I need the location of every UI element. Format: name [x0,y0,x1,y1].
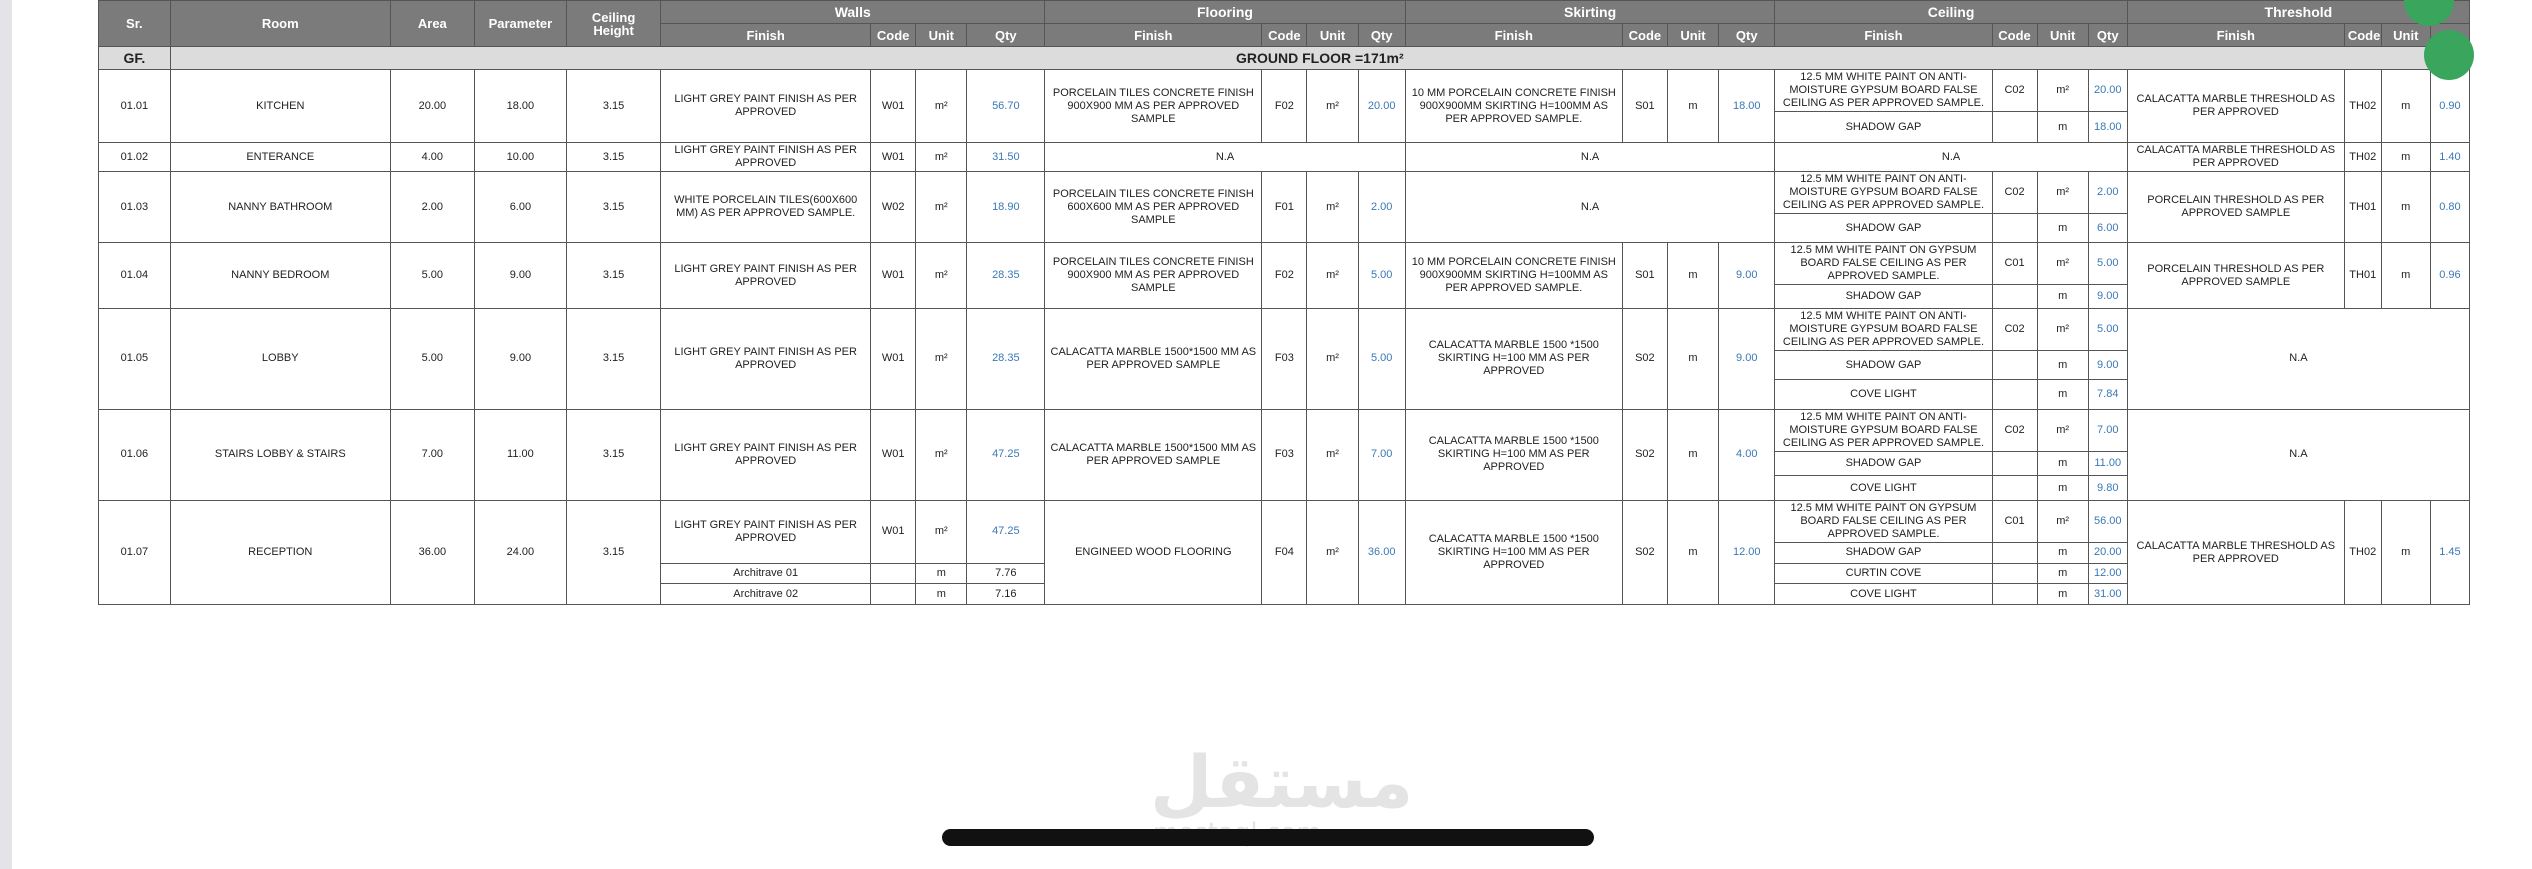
cell-walls-qty: 18.90 [967,172,1045,243]
header-ceiling-height: Ceiling Height [566,1,660,47]
cell-ceiling-finish: SHADOW GAP [1775,351,1992,380]
cell-threshold-unit: m [2381,70,2430,143]
header-threshold: Threshold [2127,1,2469,24]
cell-threshold-unit: m [2381,243,2430,309]
table-row [99,70,2470,112]
cell-area: 7.00 [390,409,474,500]
subheader-skirting-finish: Finish [1405,24,1622,47]
cell-ceiling-qty: 18.00 [2088,112,2127,143]
cell-walls-finish: LIGHT GREY PAINT FINISH AS PER APPROVED [661,70,871,143]
cell-ceiling-code: C02 [1992,70,2037,112]
cell-threshold-code: TH02 [2344,500,2381,604]
header-sr: Sr. [99,1,171,47]
cell-floor-code: F02 [1262,243,1307,309]
header-walls: Walls [661,1,1045,24]
cell-ceiling-qty: 20.00 [2088,70,2127,112]
cell-ceiling-code: C01 [1992,243,2037,285]
cell-ceiling-finish: 12.5 MM WHITE PAINT ON GYPSUM BOARD FALSE CEILING AS PER APPROVED SAMPLE. [1775,500,1992,542]
cell-ceiling-qty: 9.80 [2088,476,2127,501]
cell-floor-finish: PORCELAIN TILES CONCRETE FINISH 900X900 MM AS PER APPROVED SAMPLE [1045,70,1262,143]
cell-skirting-finish: 10 MM PORCELAIN CONCRETE FINISH 900X900MM SKIRTING H=100MM AS PER APPROVED SAMPLE. [1405,70,1622,143]
cell-ceiling-qty: 56.00 [2088,500,2127,542]
cell-threshold-code: TH02 [2344,70,2381,143]
left-edge-strip [0,0,12,869]
subheader-flooring-qty: Qty [1358,24,1405,47]
header-area: Area [390,1,474,47]
cell-walls-unit: m² [916,309,967,410]
cell-sr: 01.05 [99,309,171,410]
cell-threshold-unit: m [2381,143,2430,172]
cell-walls-finish: LIGHT GREY PAINT FINISH AS PER APPROVED [661,409,871,500]
cell-floor-unit: m² [1307,500,1358,604]
cell-skirting-finish: CALACATTA MARBLE 1500 *1500 SKIRTING H=100 MM AS PER APPROVED [1405,500,1622,604]
cell-walls-qty: 31.50 [967,143,1045,172]
cell-skirting-code: S02 [1622,500,1667,604]
cell-threshold-finish: CALACATTA MARBLE THRESHOLD AS PER APPROVED [2127,500,2344,604]
cell-room: KITCHEN [170,70,390,143]
cell-floor-finish: PORCELAIN TILES CONCRETE FINISH 900X900 MM AS PER APPROVED SAMPLE [1045,243,1262,309]
cell-ceiling-height: 3.15 [566,70,660,143]
cell-walls-unit: m² [916,409,967,500]
header-ceiling: Ceiling [1775,1,2127,24]
cell-ceiling-finish: 12.5 MM WHITE PAINT ON ANTI- MOISTURE GYPSUM BOARD FALSE CEILING AS PER APPROVED SAMPLE. [1775,70,1992,112]
cell-floor-unit: m² [1307,172,1358,243]
cell-ceiling-code [1992,351,2037,380]
cell-threshold-qty: 0.80 [2430,172,2469,243]
cell-threshold-finish: PORCELAIN THRESHOLD AS PER APPROVED SAMPLE [2127,172,2344,243]
cell-skirting-finish: CALACATTA MARBLE 1500 *1500 SKIRTING H=100 MM AS PER APPROVED [1405,409,1622,500]
cell-ceiling-code: C01 [1992,500,2037,542]
subheader-threshold-code: Code [2344,24,2381,47]
cell-ceiling-finish: 12.5 MM WHITE PAINT ON ANTI- MOISTURE GYPSUM BOARD FALSE CEILING AS PER APPROVED SAMPLE. [1775,309,1992,351]
cell-parameter: 11.00 [474,409,566,500]
cell-sr: 01.07 [99,500,171,604]
cell-walls-unit: m [916,563,967,584]
table-row [99,172,2470,214]
cell-ceiling-code: C02 [1992,309,2037,351]
cell-threshold-code: TH01 [2344,172,2381,243]
cell-walls-qty: 28.35 [967,243,1045,309]
cell-walls-code: W01 [871,143,916,172]
cell-ceiling-code [1992,451,2037,476]
subheader-threshold-finish: Finish [2127,24,2344,47]
cell-ceiling-height: 3.15 [566,500,660,604]
cell-walls-finish: LIGHT GREY PAINT FINISH AS PER APPROVED [661,309,871,410]
cell-threshold-na: N.A [2127,309,2469,410]
subheader-skirting-unit: Unit [1667,24,1718,47]
cell-ceiling-qty: 2.00 [2088,172,2127,214]
cell-skirting-code: S02 [1622,409,1667,500]
cell-ceiling-code [1992,380,2037,409]
cell-walls-unit: m² [916,243,967,309]
cell-parameter: 24.00 [474,500,566,604]
table-row [99,243,2470,285]
cell-threshold-finish: PORCELAIN THRESHOLD AS PER APPROVED SAMPLE [2127,243,2344,309]
cell-ceiling-unit: m² [2037,409,2088,451]
cell-threshold-code: TH02 [2344,143,2381,172]
cell-ceiling-unit: m [2037,112,2088,143]
cell-walls-finish: Architrave 01 [661,563,871,584]
cell-floor-code: F03 [1262,309,1307,410]
subheader-walls-qty: Qty [967,24,1045,47]
cell-skirting-unit: m [1667,309,1718,410]
cell-ceiling-finish: SHADOW GAP [1775,451,1992,476]
cell-ceiling-finish: CURTIN COVE [1775,563,1992,584]
cell-ceiling-finish: SHADOW GAP [1775,542,1992,563]
cell-room: RECEPTION [170,500,390,604]
cell-floor-unit: m² [1307,243,1358,309]
cell-ceiling-unit: m [2037,351,2088,380]
cell-walls-finish: LIGHT GREY PAINT FINISH AS PER APPROVED [661,243,871,309]
cell-ceiling-finish: COVE LIGHT [1775,476,1992,501]
cell-skirting-qty: 9.00 [1719,243,1775,309]
cell-sr: 01.01 [99,70,171,143]
cell-walls-code: W01 [871,243,916,309]
cell-walls-code: W01 [871,70,916,143]
cell-ceiling-unit: m² [2037,70,2088,112]
cell-floor-qty: 2.00 [1358,172,1405,243]
cell-ceiling-height: 3.15 [566,243,660,309]
table-row [99,500,2470,542]
cell-floor-qty: 20.00 [1358,70,1405,143]
cell-parameter: 9.00 [474,309,566,410]
cell-floor-qty: 36.00 [1358,500,1405,604]
cell-parameter: 10.00 [474,143,566,172]
subheader-skirting-code: Code [1622,24,1667,47]
cell-ceiling-qty: 9.00 [2088,285,2127,309]
cell-skirting-finish: 10 MM PORCELAIN CONCRETE FINISH 900X900MM SKIRTING H=100MM AS PER APPROVED SAMPLE. [1405,243,1622,309]
cell-parameter: 9.00 [474,243,566,309]
cell-threshold-qty: 1.40 [2430,143,2469,172]
header-skirting: Skirting [1405,1,1775,24]
cell-walls-unit: m² [916,143,967,172]
cell-skirting-unit: m [1667,243,1718,309]
cell-ceiling-finish: COVE LIGHT [1775,584,1992,605]
cell-walls-qty: 56.70 [967,70,1045,143]
cell-walls-code [871,563,916,584]
cell-floor-code: F01 [1262,172,1307,243]
cell-ceiling-unit: m [2037,380,2088,409]
cell-ceiling-qty: 7.84 [2088,380,2127,409]
cell-floor-code: F04 [1262,500,1307,604]
cell-ceiling-code [1992,584,2037,605]
cell-ceiling-unit: m [2037,476,2088,501]
floor-label: GROUND FLOOR =171m² [170,47,2469,70]
cell-skirting-qty: 12.00 [1719,500,1775,604]
cell-room: NANNY BEDROOM [170,243,390,309]
cell-floor-finish: PORCELAIN TILES CONCRETE FINISH 600X600 MM AS PER APPROVED SAMPLE [1045,172,1262,243]
cell-ceiling-unit: m² [2037,172,2088,214]
cell-walls-unit: m [916,584,967,605]
cell-ceiling-qty: 9.00 [2088,351,2127,380]
cell-skirting-qty: 4.00 [1719,409,1775,500]
cell-ceiling-height: 3.15 [566,309,660,410]
cell-room: STAIRS LOBBY & STAIRS [170,409,390,500]
cell-ceiling-finish: SHADOW GAP [1775,214,1992,243]
cell-room: NANNY BATHROOM [170,172,390,243]
cell-ceiling-finish: SHADOW GAP [1775,112,1992,143]
floor-code: GF. [99,47,171,70]
cell-threshold-finish: CALACATTA MARBLE THRESHOLD AS PER APPROVED [2127,143,2344,172]
cell-ceiling-unit: m [2037,451,2088,476]
cell-threshold-na: N.A [2127,409,2469,500]
cell-ceiling-qty: 5.00 [2088,243,2127,285]
table-row [99,143,2470,172]
table-row [99,309,2470,351]
cell-floor-code: F03 [1262,409,1307,500]
cell-ceiling-unit: m [2037,214,2088,243]
cell-ceiling-unit: m² [2037,500,2088,542]
cell-walls-unit: m² [916,500,967,563]
cell-area: 36.00 [390,500,474,604]
subheader-skirting-qty: Qty [1719,24,1775,47]
cell-sr: 01.06 [99,409,171,500]
cell-ceiling-unit: m [2037,542,2088,563]
cell-floor-qty: 5.00 [1358,309,1405,410]
subheader-flooring-code: Code [1262,24,1307,47]
cell-floor-unit: m² [1307,309,1358,410]
cell-walls-code: W01 [871,409,916,500]
subheader-threshold-unit: Unit [2381,24,2430,47]
cell-sr: 01.04 [99,243,171,309]
cell-ceiling-qty: 12.00 [2088,563,2127,584]
cell-area: 5.00 [390,309,474,410]
horizontal-scrollbar[interactable] [942,829,1594,846]
cell-ceiling-finish: 12.5 MM WHITE PAINT ON ANTI- MOISTURE GYPSUM BOARD FALSE CEILING AS PER APPROVED SAMPLE. [1775,172,1992,214]
cell-threshold-code: TH01 [2344,243,2381,309]
cell-skirting-unit: m [1667,70,1718,143]
cell-ceiling-qty: 6.00 [2088,214,2127,243]
cell-skirting-qty: 9.00 [1719,309,1775,410]
cell-ceiling-code [1992,563,2037,584]
subheader-walls-unit: Unit [916,24,967,47]
cell-floor-unit: m² [1307,70,1358,143]
cell-room: LOBBY [170,309,390,410]
cell-walls-qty: 47.25 [967,409,1045,500]
cell-skirting-code: S01 [1622,70,1667,143]
cell-threshold-finish: CALACATTA MARBLE THRESHOLD AS PER APPROVED [2127,70,2344,143]
cell-skirting-finish: CALACATTA MARBLE 1500 *1500 SKIRTING H=100 MM AS PER APPROVED [1405,309,1622,410]
cell-floor-na: N.A [1045,143,1405,172]
header-room: Room [170,1,390,47]
cell-ceiling-qty: 5.00 [2088,309,2127,351]
cell-skirting-unit: m [1667,409,1718,500]
subheader-ceiling-qty: Qty [2088,24,2127,47]
subheader-ceiling-finish: Finish [1775,24,1992,47]
cell-ceiling-qty: 11.00 [2088,451,2127,476]
cell-walls-finish: Architrave 02 [661,584,871,605]
cell-ceiling-finish: COVE LIGHT [1775,380,1992,409]
cell-ceiling-height: 3.15 [566,172,660,243]
cell-floor-finish: CALACATTA MARBLE 1500*1500 MM AS PER APPROVED SAMPLE [1045,409,1262,500]
cell-walls-finish: WHITE PORCELAIN TILES(600X600 MM) AS PER APPROVED SAMPLE. [661,172,871,243]
cell-skirting-qty: 18.00 [1719,70,1775,143]
cell-threshold-qty: 0.90 [2430,70,2469,143]
cell-area: 4.00 [390,143,474,172]
cell-ceiling-na: N.A [1775,143,2127,172]
cell-walls-code: W01 [871,309,916,410]
cell-floor-code: F02 [1262,70,1307,143]
cell-skirting-code: S02 [1622,309,1667,410]
cell-ceiling-code [1992,214,2037,243]
cell-area: 20.00 [390,70,474,143]
cell-skirting-unit: m [1667,500,1718,604]
cell-threshold-qty: 1.45 [2430,500,2469,604]
cell-floor-qty: 5.00 [1358,243,1405,309]
cell-ceiling-code: C02 [1992,172,2037,214]
cell-ceiling-unit: m [2037,285,2088,309]
cell-ceiling-code [1992,285,2037,309]
subheader-flooring-unit: Unit [1307,24,1358,47]
cell-skirting-na: N.A [1405,143,1775,172]
cell-floor-finish: CALACATTA MARBLE 1500*1500 MM AS PER APPROVED SAMPLE [1045,309,1262,410]
header-parameter: Parameter [474,1,566,47]
cell-ceiling-code [1992,542,2037,563]
cell-ceiling-qty: 20.00 [2088,542,2127,563]
green-circle-icon[interactable] [2424,30,2474,80]
cell-ceiling-unit: m [2037,584,2088,605]
cell-walls-qty: 28.35 [967,309,1045,410]
cell-ceiling-unit: m [2037,563,2088,584]
cell-ceiling-qty: 31.00 [2088,584,2127,605]
cell-walls-qty: 7.76 [967,563,1045,584]
cell-sr: 01.03 [99,172,171,243]
cell-ceiling-code: C02 [1992,409,2037,451]
cell-ceiling-code [1992,476,2037,501]
cell-skirting-na: N.A [1405,172,1775,243]
cell-threshold-unit: m [2381,500,2430,604]
cell-ceiling-finish: 12.5 MM WHITE PAINT ON GYPSUM BOARD FALSE CEILING AS PER APPROVED SAMPLE. [1775,243,1992,285]
cell-floor-qty: 7.00 [1358,409,1405,500]
cell-walls-qty: 47.25 [967,500,1045,563]
cell-ceiling-finish: 12.5 MM WHITE PAINT ON ANTI- MOISTURE GYPSUM BOARD FALSE CEILING AS PER APPROVED SAMPLE. [1775,409,1992,451]
cell-walls-code [871,584,916,605]
cell-ceiling-code [1992,112,2037,143]
cell-room: ENTERANCE [170,143,390,172]
subheader-walls-code: Code [871,24,916,47]
cell-ceiling-unit: m² [2037,309,2088,351]
table-row [99,409,2470,451]
cell-sr: 01.02 [99,143,171,172]
cell-floor-unit: m² [1307,409,1358,500]
watermark-arabic: مستقل [1150,740,1414,824]
header-flooring: Flooring [1045,1,1405,24]
cell-walls-unit: m² [916,70,967,143]
cell-ceiling-unit: m² [2037,243,2088,285]
cell-threshold-unit: m [2381,172,2430,243]
cell-walls-finish: LIGHT GREY PAINT FINISH AS PER APPROVED [661,500,871,563]
cell-ceiling-finish: SHADOW GAP [1775,285,1992,309]
cell-threshold-qty: 0.96 [2430,243,2469,309]
cell-ceiling-height: 3.15 [566,143,660,172]
cell-walls-unit: m² [916,172,967,243]
cell-walls-code: W01 [871,500,916,563]
cell-walls-code: W02 [871,172,916,243]
cell-ceiling-height: 3.15 [566,409,660,500]
cell-area: 2.00 [390,172,474,243]
cell-ceiling-qty: 7.00 [2088,409,2127,451]
cell-parameter: 18.00 [474,70,566,143]
finish-schedule-sheet [98,0,2470,605]
subheader-ceiling-code: Code [1992,24,2037,47]
cell-parameter: 6.00 [474,172,566,243]
subheader-walls-finish: Finish [661,24,871,47]
subheader-flooring-finish: Finish [1045,24,1262,47]
cell-skirting-code: S01 [1622,243,1667,309]
cell-walls-qty: 7.16 [967,584,1045,605]
cell-floor-finish: ENGINEED WOOD FLOORING [1045,500,1262,604]
finish-schedule-table [98,0,2470,605]
cell-walls-finish: LIGHT GREY PAINT FINISH AS PER APPROVED [661,143,871,172]
cell-area: 5.00 [390,243,474,309]
subheader-ceiling-unit: Unit [2037,24,2088,47]
